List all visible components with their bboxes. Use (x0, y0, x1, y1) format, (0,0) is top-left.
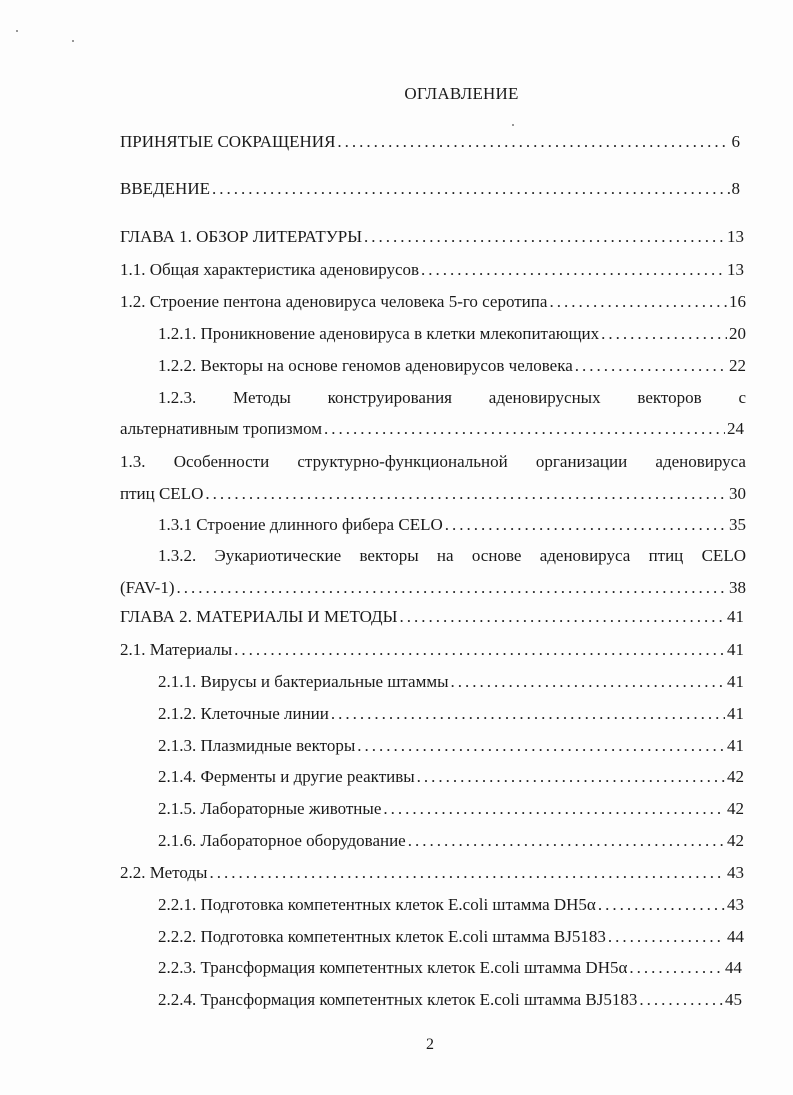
toc-entry-page: 43 (727, 895, 744, 914)
page-number: 2 (426, 1036, 434, 1053)
toc-entry[interactable] (158, 704, 744, 728)
leader-dots (608, 927, 725, 947)
leader-dots (383, 799, 725, 819)
leader-dots (399, 607, 725, 627)
toc-entry-label: 2.2.3. Трансформация компетентных клеток E.coli штамма DH5α (158, 958, 628, 977)
toc-entry[interactable] (120, 179, 740, 203)
toc-entry[interactable] (158, 927, 744, 951)
toc-entry[interactable] (158, 831, 744, 855)
toc-entry-label: 1.2.2. Векторы на основе геномов аденовирусов человека (158, 356, 573, 375)
toc-word: организации (535, 452, 628, 471)
toc-entry-label: 2.1.2. Клеточные линии (158, 704, 329, 723)
toc-entry-page: 35 (729, 515, 746, 534)
toc-entry-page: 42 (727, 767, 744, 786)
toc-entry-page: 8 (731, 179, 740, 198)
toc-entry-first-line[interactable] (158, 388, 746, 408)
toc-word: аденовируса (655, 452, 746, 471)
toc-entry[interactable] (120, 419, 744, 443)
leader-dots (324, 419, 725, 439)
toc-entry-label: птиц CELO (120, 484, 204, 503)
toc-entry-page: 13 (727, 227, 744, 246)
toc-entry-label: (FAV-1) (120, 578, 175, 597)
toc-entry-page: 38 (729, 578, 746, 597)
toc-entry[interactable] (158, 672, 744, 696)
toc-entry-page: 41 (727, 672, 744, 691)
toc-entry-label: 2.1. Материалы (120, 640, 233, 659)
toc-entry-label: 1.2. Строение пентона аденовируса человека 5-го серотипа (120, 292, 548, 311)
toc-entry[interactable] (120, 578, 746, 602)
leader-dots (337, 132, 729, 152)
toc-word: 1.3.2. (158, 546, 197, 565)
toc-entry[interactable] (120, 484, 746, 508)
toc-word: на (436, 546, 454, 565)
toc-entry-page: 13 (727, 260, 744, 279)
toc-entry-page: 41 (727, 640, 744, 659)
toc-word: 1.2.3. (158, 388, 197, 407)
leader-dots (445, 515, 727, 535)
toc-entry-label: 1.3.1 Строение длинного фибера CELO (158, 515, 443, 534)
toc-entry-label: 1.1. Общая характеристика аденовирусов (120, 260, 420, 279)
toc-word: птиц (648, 546, 684, 565)
leader-dots (364, 227, 725, 247)
toc-entry-first-line[interactable] (120, 452, 746, 472)
toc-entry-label: альтернативным тропизмом (120, 419, 323, 438)
toc-entry[interactable] (158, 799, 744, 823)
toc-entry[interactable] (158, 324, 746, 348)
toc-word: векторы (359, 546, 419, 565)
toc-entry-label: ПРИНЯТЫЕ СОКРАЩЕНИЯ (120, 132, 336, 151)
leader-dots (421, 260, 725, 280)
toc-entry[interactable] (158, 736, 744, 760)
toc-entry-label: 2.1.5. Лабораторные животные (158, 799, 382, 818)
toc-entry-page: 44 (725, 958, 742, 977)
toc-entry[interactable] (120, 292, 746, 316)
leader-dots (575, 356, 727, 376)
toc-entry[interactable] (158, 958, 742, 982)
toc-word: векторов (637, 388, 702, 407)
leader-dots (451, 672, 725, 692)
toc-entry-label: ГЛАВА 2. МАТЕРИАЛЫ И МЕТОДЫ (120, 607, 398, 626)
leader-dots (598, 895, 725, 915)
toc-entry-page: 16 (729, 292, 746, 311)
toc-entry-page: 41 (727, 736, 744, 755)
toc-word: Особенности (173, 452, 270, 471)
toc-entry[interactable] (158, 356, 746, 380)
toc-entry-page: 43 (727, 863, 744, 882)
toc-word: конструирования (327, 388, 452, 407)
toc-entry-label: 2.2.1. Подготовка компетентных клеток E.coli штамма DH5α (158, 895, 596, 914)
leader-dots (549, 292, 727, 312)
toc-word: аденовирусных (488, 388, 601, 407)
toc-entry[interactable] (120, 607, 744, 631)
leader-dots (234, 640, 725, 660)
toc-entry-page: 42 (727, 831, 744, 850)
toc-entry-page: 20 (729, 324, 746, 343)
leader-dots (417, 767, 725, 787)
toc-word: основе (471, 546, 522, 565)
toc-entry-label: 2.2.2. Подготовка компетентных клеток E.coli штамма BJ5183 (158, 927, 606, 946)
toc-entry-label: ВВЕДЕНИЕ (120, 179, 210, 198)
toc-entry-label: 2.1.1. Вирусы и бактериальные штаммы (158, 672, 449, 691)
toc-entry-page: 44 (727, 927, 744, 946)
toc-entry-page: 6 (731, 132, 740, 151)
leader-dots (176, 578, 727, 598)
page-title: ОГЛАВЛЕНИЕ (404, 84, 519, 103)
toc-entry-label: 2.2.4. Трансформация компетентных клеток E.coli штамма BJ5183 (158, 990, 638, 1009)
toc-entry-page: 22 (729, 356, 746, 375)
toc-word: CELO (701, 546, 746, 565)
toc-entry-label: 1.2.1. Проникновение аденовируса в клетки млекопитающих (158, 324, 600, 343)
toc-entry-page: 30 (729, 484, 746, 503)
toc-entry-page: 45 (725, 990, 742, 1009)
toc-entry-label: 2.2. Методы (120, 863, 208, 882)
toc-entry[interactable] (120, 227, 744, 251)
toc-entry[interactable] (158, 990, 742, 1014)
leader-dots (639, 990, 723, 1010)
toc-entry-page: 41 (727, 704, 744, 723)
toc-entry-label: 2.1.3. Плазмидные векторы (158, 736, 356, 755)
toc-entry-label: 2.1.6. Лабораторное оборудование (158, 831, 406, 850)
toc-entry-label: 2.1.4. Ферменты и другие реактивы (158, 767, 415, 786)
toc-word: Методы (233, 388, 291, 407)
toc-word: аденовируса (539, 546, 631, 565)
toc-word: структурно-функциональной (297, 452, 508, 471)
toc-entry[interactable] (120, 260, 744, 284)
leader-dots (408, 831, 725, 851)
toc-word: с (738, 388, 746, 407)
toc-word: 1.3. (120, 452, 146, 471)
toc-entry[interactable] (120, 132, 740, 156)
toc-entry[interactable] (120, 640, 744, 664)
toc-entry[interactable] (158, 767, 744, 791)
toc-entry[interactable] (120, 863, 744, 887)
toc-word: Эукариотические (214, 546, 342, 565)
leader-dots (212, 179, 730, 199)
toc-entry-page: 41 (727, 607, 744, 626)
toc-entry[interactable] (158, 895, 744, 919)
toc-entry-page: 42 (727, 799, 744, 818)
leader-dots (601, 324, 727, 344)
leader-dots (629, 958, 723, 978)
leader-dots (209, 863, 725, 883)
leader-dots (205, 484, 727, 504)
toc-entry-label: ГЛАВА 1. ОБЗОР ЛИТЕРАТУРЫ (120, 227, 363, 246)
toc-entry[interactable] (158, 515, 746, 539)
leader-dots (331, 704, 725, 724)
toc-entry-page: 24 (727, 419, 744, 438)
toc-entry-first-line[interactable] (158, 546, 746, 566)
leader-dots (357, 736, 725, 756)
